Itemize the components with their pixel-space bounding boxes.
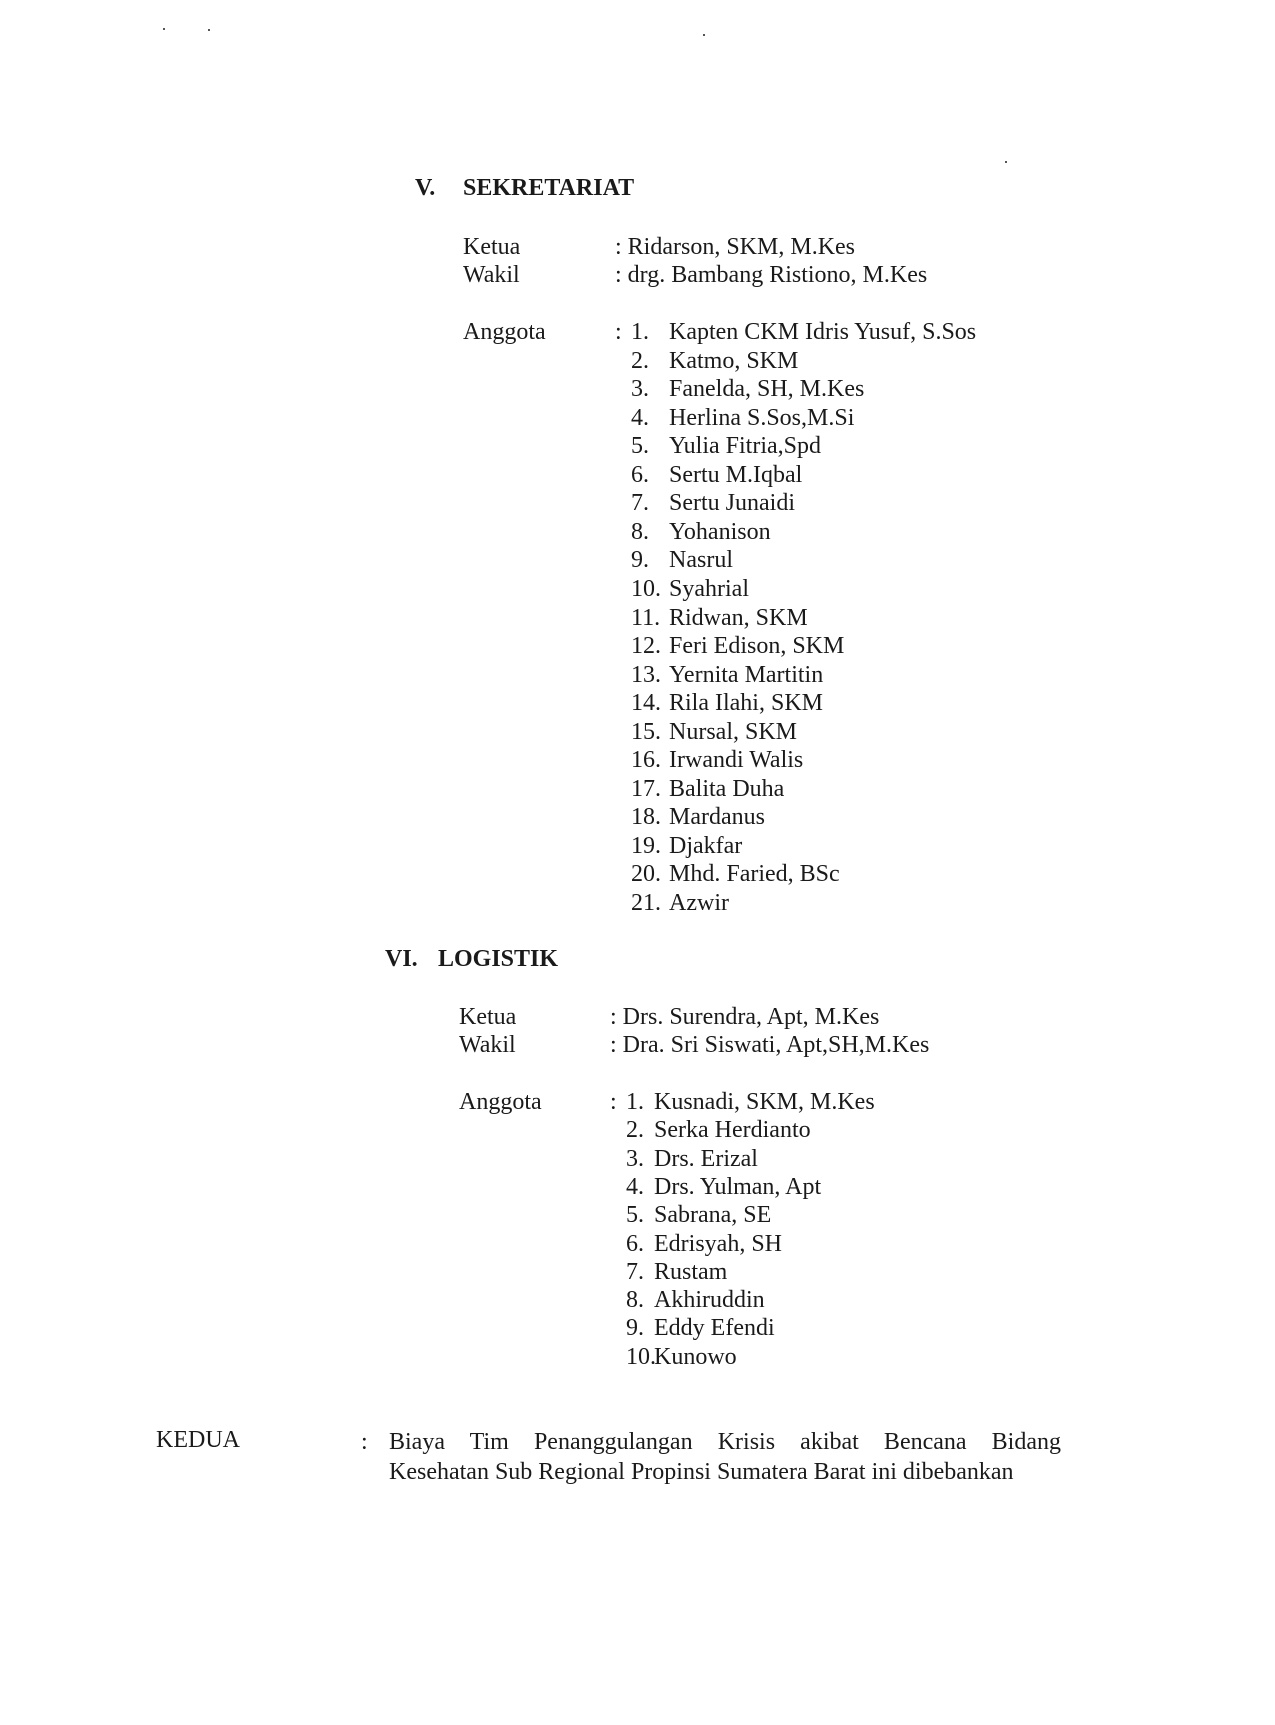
member-number: 18. bbox=[631, 804, 661, 831]
member-number: 8. bbox=[631, 518, 649, 545]
member-row bbox=[626, 1258, 727, 1286]
member-number: 2. bbox=[626, 1117, 644, 1144]
member-name: Kunowo bbox=[654, 1343, 737, 1370]
member-row bbox=[631, 632, 844, 660]
member-number: 1. bbox=[626, 1089, 644, 1115]
member-name: Yulia Fitria,Spd bbox=[669, 433, 822, 460]
member-row bbox=[626, 1116, 811, 1144]
member-number: 4. bbox=[631, 404, 649, 431]
scan-speck bbox=[703, 34, 705, 36]
section-vi-numeral: VI. bbox=[385, 946, 418, 972]
member-name: Nasrul bbox=[669, 547, 733, 574]
member-number: 5. bbox=[631, 433, 649, 460]
member-row bbox=[631, 718, 797, 746]
section-v-anggota-colon: : bbox=[615, 319, 622, 345]
member-number: 15. bbox=[631, 718, 661, 745]
member-number: 7. bbox=[626, 1258, 644, 1285]
member-row bbox=[631, 461, 802, 489]
member-row bbox=[631, 746, 803, 774]
member-name: Syahrial bbox=[669, 575, 749, 602]
member-name: Nursal, SKM bbox=[669, 718, 798, 745]
member-name: Fanelda, SH, M.Kes bbox=[669, 376, 865, 403]
member-row bbox=[631, 832, 742, 860]
member-row bbox=[626, 1230, 782, 1258]
member-row bbox=[631, 604, 808, 632]
section-v-numeral: V. bbox=[415, 175, 436, 201]
member-name: Sertu M.Iqbal bbox=[669, 461, 803, 488]
member-number: 10. bbox=[631, 575, 661, 602]
member-row bbox=[631, 661, 823, 689]
scan-speck bbox=[163, 28, 165, 30]
section-vi-wakil-value: : Dra. Sri Siswati, Apt,SH,M.Kes bbox=[610, 1032, 930, 1058]
member-name: Djakfar bbox=[669, 832, 743, 859]
member-name: Balita Duha bbox=[669, 775, 785, 802]
member-number: 5. bbox=[626, 1202, 644, 1229]
section-vi-ketua-label: Ketua bbox=[459, 1004, 517, 1030]
kedua-colon: : bbox=[361, 1429, 368, 1455]
member-number: 6. bbox=[626, 1230, 644, 1257]
member-name: Mardanus bbox=[669, 804, 765, 831]
kedua-label: KEDUA bbox=[156, 1427, 240, 1453]
member-number: 9. bbox=[631, 547, 649, 574]
member-name: Drs. Yulman, Apt bbox=[654, 1173, 822, 1200]
member-row bbox=[631, 689, 823, 717]
section-vi-ketua-value: : Drs. Surendra, Apt, M.Kes bbox=[610, 1004, 880, 1030]
section-vi-title: LOGISTIK bbox=[438, 946, 559, 972]
section-vi-wakil-label: Wakil bbox=[459, 1032, 516, 1058]
member-row bbox=[631, 404, 854, 432]
member-row bbox=[631, 518, 771, 546]
member-row bbox=[626, 1343, 737, 1371]
member-row bbox=[631, 318, 976, 346]
member-number: 2. bbox=[631, 347, 649, 374]
member-name: Yernita Martitin bbox=[669, 661, 824, 688]
member-name: Serka Herdianto bbox=[654, 1117, 811, 1144]
member-row bbox=[626, 1314, 775, 1342]
member-number: 3. bbox=[626, 1145, 644, 1172]
member-row bbox=[631, 575, 749, 603]
member-name: Kusnadi, SKM, M.Kes bbox=[654, 1089, 875, 1115]
member-name: Drs. Erizal bbox=[654, 1145, 758, 1172]
section-v-wakil-label: Wakil bbox=[463, 262, 520, 288]
member-number: 9. bbox=[626, 1315, 644, 1342]
member-name: Katmo, SKM bbox=[669, 347, 799, 374]
member-name: Irwandi Walis bbox=[669, 747, 804, 774]
member-number: 19. bbox=[631, 832, 661, 859]
member-name: Yohanison bbox=[669, 518, 771, 545]
kedua-line-2: Kesehatan Sub Regional Propinsi Sumatera Barat ini dibebankan bbox=[389, 1459, 1014, 1485]
section-v-anggota-label: Anggota bbox=[463, 319, 546, 345]
section-vi-anggota-colon: : bbox=[610, 1089, 617, 1115]
member-row bbox=[626, 1145, 758, 1173]
member-number: 21. bbox=[631, 890, 661, 916]
member-name: Feri Edison, SKM bbox=[669, 633, 845, 660]
member-number: 13. bbox=[631, 661, 661, 688]
member-row bbox=[631, 860, 840, 888]
member-name: Sertu Junaidi bbox=[669, 490, 795, 517]
member-name: Rustam bbox=[654, 1258, 728, 1285]
member-number: 12. bbox=[631, 633, 661, 660]
member-number: 1. bbox=[631, 319, 649, 345]
member-row bbox=[631, 775, 784, 803]
member-number: 4. bbox=[626, 1173, 644, 1200]
member-row bbox=[631, 489, 795, 517]
member-name: Kapten CKM Idris Yusuf, S.Sos bbox=[669, 319, 977, 345]
member-name: Akhiruddin bbox=[654, 1287, 765, 1314]
member-number: 20. bbox=[631, 861, 661, 888]
member-number: 14. bbox=[631, 690, 661, 717]
section-vi-anggota-label: Anggota bbox=[459, 1089, 542, 1115]
section-v-title: SEKRETARIAT bbox=[463, 175, 635, 201]
member-row bbox=[631, 432, 821, 460]
member-row bbox=[626, 1088, 875, 1116]
member-row bbox=[631, 546, 733, 574]
member-number: 6. bbox=[631, 461, 649, 488]
member-number: 7. bbox=[631, 490, 649, 517]
member-number: 10. bbox=[626, 1343, 656, 1370]
member-row bbox=[631, 803, 765, 831]
section-v-wakil-value: : drg. Bambang Ristiono, M.Kes bbox=[615, 262, 928, 288]
member-row bbox=[626, 1286, 765, 1314]
member-row bbox=[631, 347, 798, 375]
section-v-ketua-label: Ketua bbox=[463, 234, 521, 260]
member-name: Rila Ilahi, SKM bbox=[669, 690, 823, 717]
member-number: 11. bbox=[631, 604, 661, 631]
member-row bbox=[626, 1201, 771, 1229]
member-name: Mhd. Faried, BSc bbox=[669, 861, 840, 888]
member-number: 17. bbox=[631, 775, 661, 802]
member-name: Azwir bbox=[669, 890, 729, 916]
member-name: Sabrana, SE bbox=[654, 1202, 772, 1229]
member-row bbox=[626, 1173, 821, 1201]
section-v-ketua-value: : Ridarson, SKM, M.Kes bbox=[615, 234, 856, 260]
member-number: 8. bbox=[626, 1287, 644, 1314]
member-number: 16. bbox=[631, 747, 661, 774]
member-row bbox=[631, 889, 729, 917]
member-row bbox=[631, 375, 864, 403]
member-name: Eddy Efendi bbox=[654, 1315, 775, 1342]
scan-speck bbox=[208, 29, 210, 31]
member-number: 3. bbox=[631, 376, 649, 403]
scan-speck bbox=[1005, 161, 1007, 163]
member-name: Edrisyah, SH bbox=[654, 1230, 782, 1257]
kedua-line-1: Biaya Tim Penanggulangan Krisis akibat Bencana Bidang bbox=[389, 1429, 1061, 1455]
member-name: Herlina S.Sos,M.Si bbox=[669, 404, 855, 431]
member-name: Ridwan, SKM bbox=[669, 604, 808, 631]
